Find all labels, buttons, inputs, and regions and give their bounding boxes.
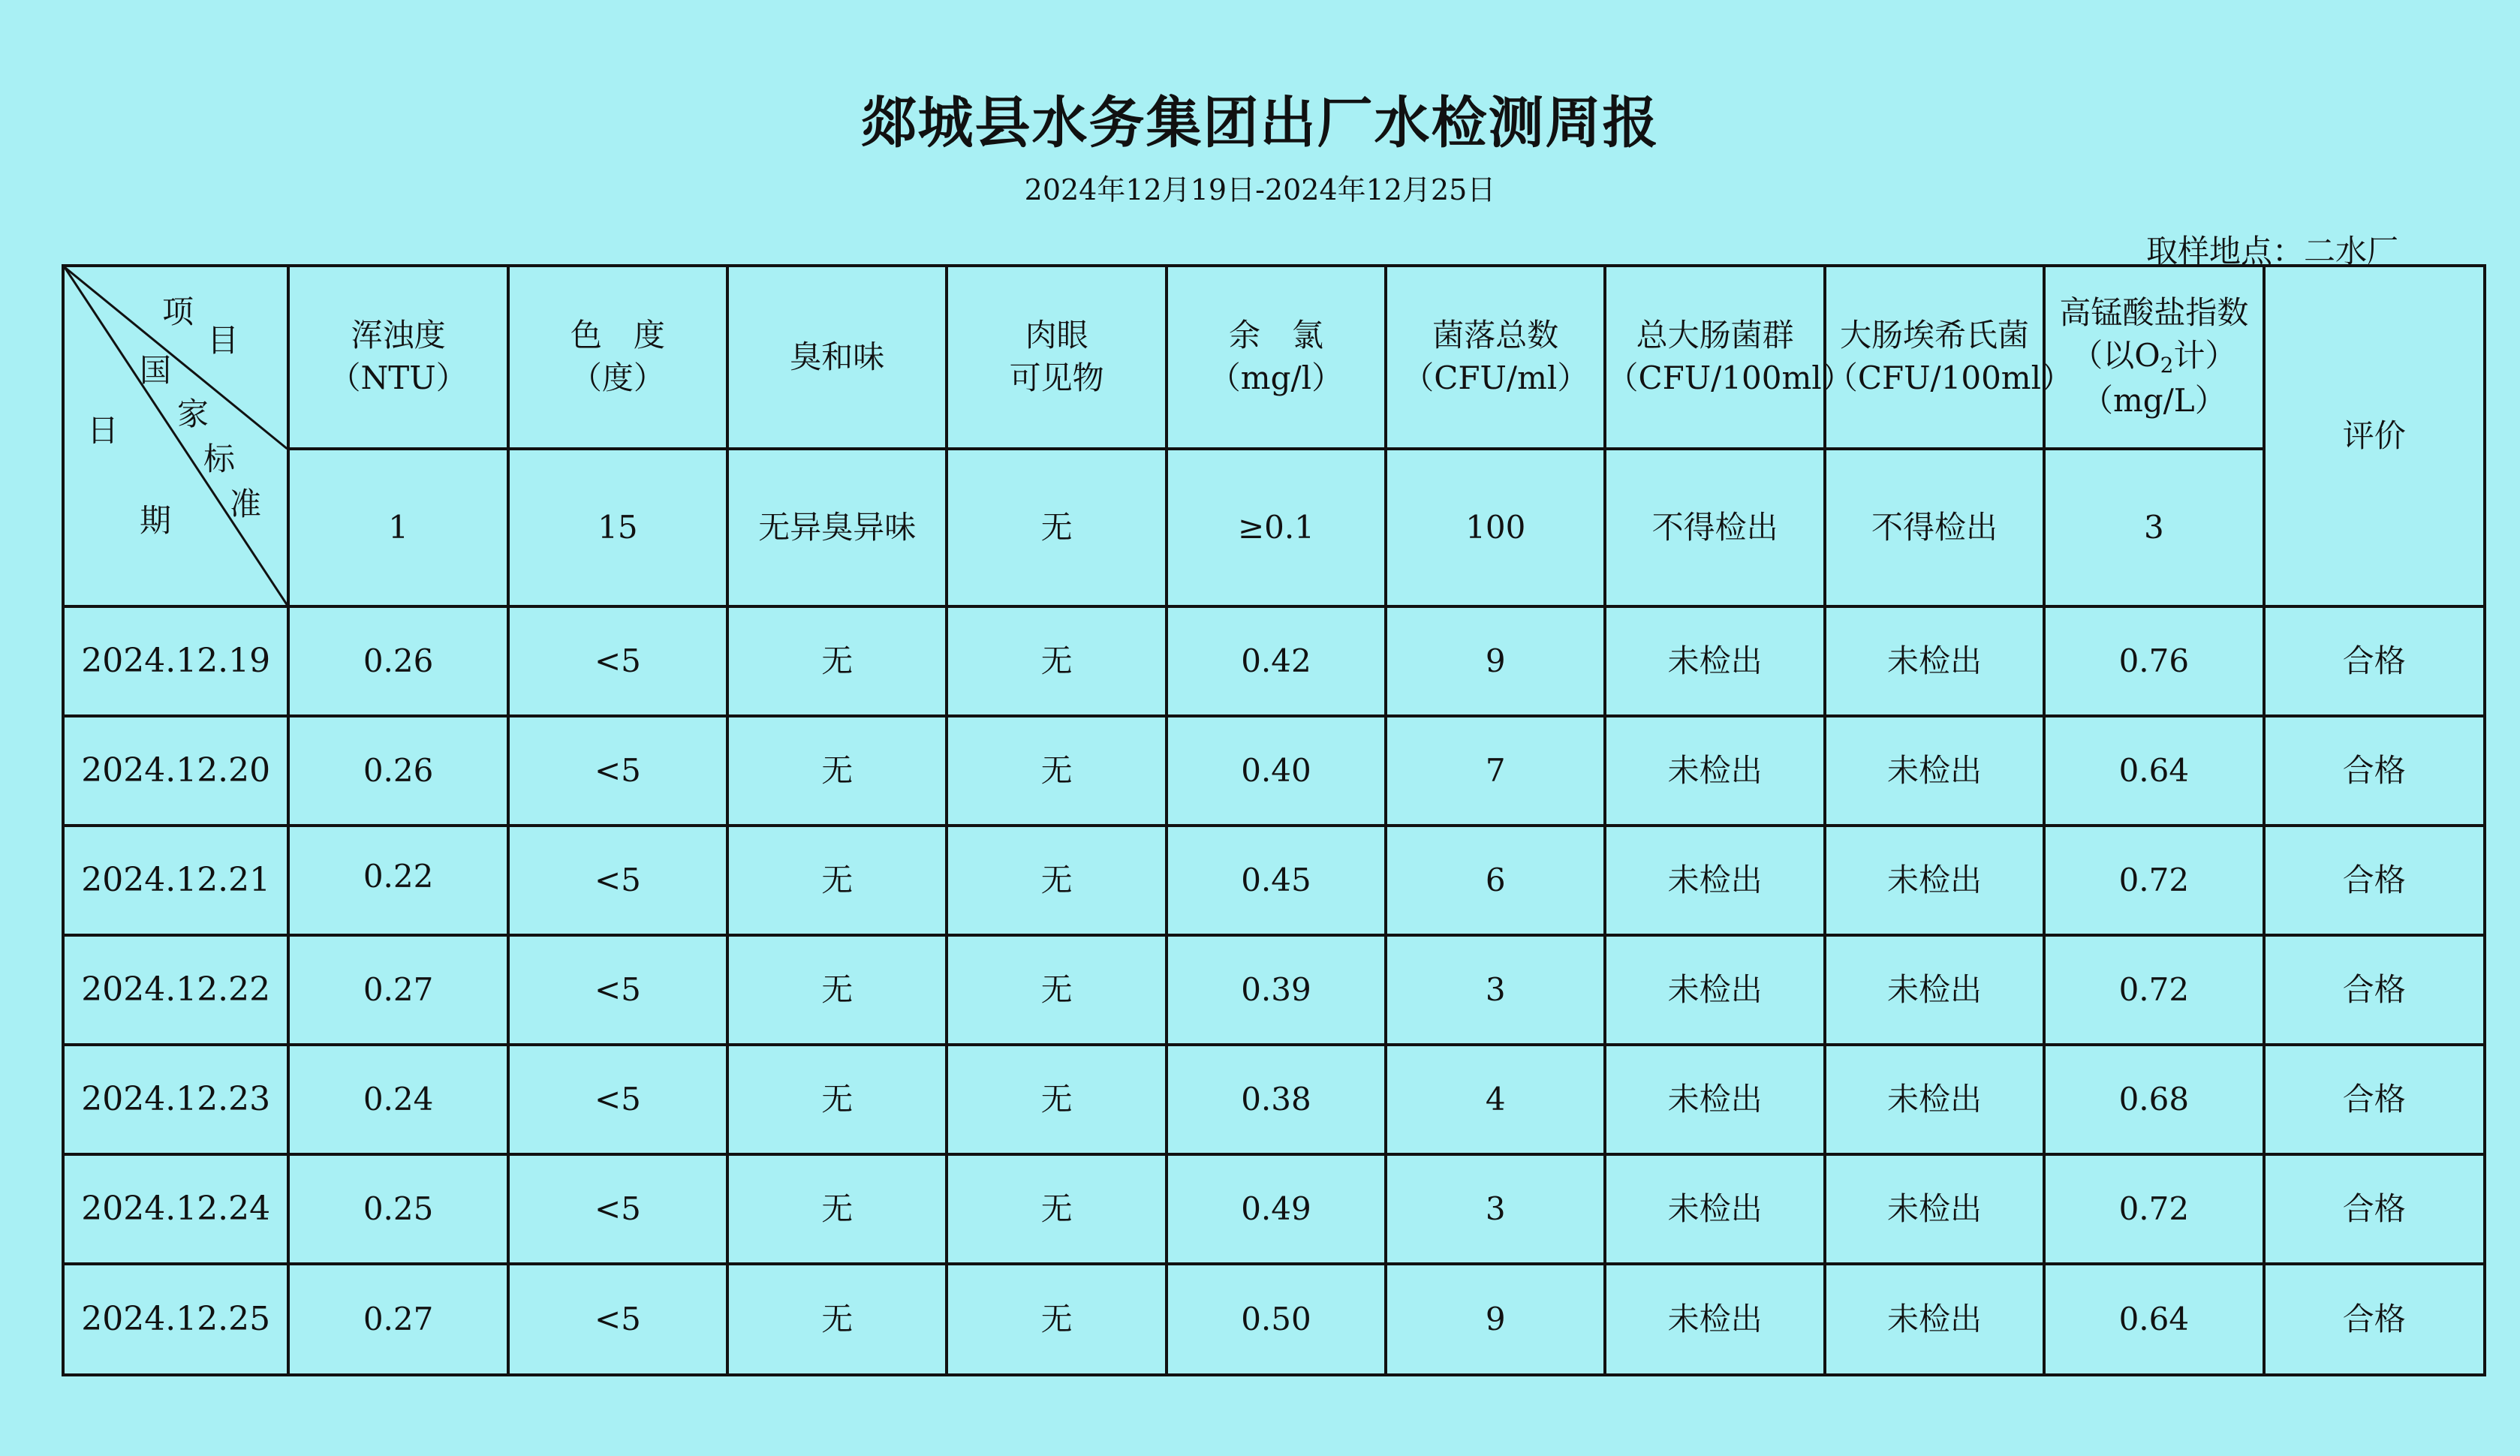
date-cell: 2024.12.21 — [63, 826, 288, 935]
eval-cell: 合格 — [2264, 1045, 2485, 1154]
odor-cell: 无 — [727, 716, 947, 826]
corner-label: 目 — [207, 322, 239, 359]
location-value: 二水厂 — [2303, 233, 2398, 269]
visible-cell: 无 — [947, 606, 1166, 716]
column-header-eval: 评价 — [2264, 266, 2485, 606]
color-cell: <5 — [508, 1045, 727, 1154]
standard-value: ≥0.1 — [1167, 449, 1386, 606]
color-cell: <5 — [508, 716, 727, 826]
odor-cell: 无 — [727, 1264, 947, 1375]
table-row — [63, 1154, 2485, 1264]
turbidity-cell: 0.26 — [288, 606, 507, 716]
column-header-cod: 高锰酸盐指数 （以O2计） （mg/L） — [2044, 266, 2263, 449]
coliform-cell: 未检出 — [1605, 606, 1824, 716]
cod-cell: 0.72 — [2044, 935, 2263, 1045]
coliform-cell: 未检出 — [1605, 935, 1824, 1045]
standard-value: 不得检出 — [1605, 449, 1824, 606]
ecoli-cell: 未检出 — [1825, 1264, 2044, 1375]
table-row — [63, 606, 2485, 716]
cod-cell: 0.72 — [2044, 1154, 2263, 1264]
table-row — [63, 935, 2485, 1045]
coliform-cell: 未检出 — [1605, 1045, 1824, 1154]
colony-cell: 9 — [1386, 1264, 1605, 1375]
standard-value: 1 — [288, 449, 507, 606]
coliform-cell: 未检出 — [1605, 716, 1824, 826]
column-header-turbidity: 浑浊度 （NTU） — [288, 266, 507, 449]
odor-cell: 无 — [727, 1045, 947, 1154]
turbidity-cell: 0.27 — [288, 935, 507, 1045]
cod-cell: 0.76 — [2044, 606, 2263, 716]
cod-cell: 0.72 — [2044, 826, 2263, 935]
column-header-color: 色 度 （度） — [508, 266, 727, 449]
cod-cell: 0.64 — [2044, 716, 2263, 826]
color-cell: <5 — [508, 606, 727, 716]
cod-cell: 0.64 — [2044, 1264, 2263, 1375]
chlorine-cell: 0.39 — [1167, 935, 1386, 1045]
ecoli-cell: 未检出 — [1825, 826, 2044, 935]
odor-cell: 无 — [727, 935, 947, 1045]
coliform-cell: 未检出 — [1605, 826, 1824, 935]
date-cell: 2024.12.25 — [63, 1264, 288, 1375]
standard-value: 100 — [1386, 449, 1605, 606]
chlorine-cell: 0.45 — [1167, 826, 1386, 935]
colony-cell: 9 — [1386, 606, 1605, 716]
visible-cell: 无 — [947, 935, 1166, 1045]
visible-cell: 无 — [947, 1045, 1166, 1154]
ecoli-cell: 未检出 — [1825, 606, 2044, 716]
colony-cell: 4 — [1386, 1045, 1605, 1154]
corner-label: 标 — [203, 441, 236, 477]
color-cell: <5 — [508, 1264, 727, 1375]
colony-cell: 7 — [1386, 716, 1605, 826]
coliform-cell: 未检出 — [1605, 1154, 1824, 1264]
color-cell: <5 — [508, 1154, 727, 1264]
corner-label: 日 — [87, 412, 119, 449]
turbidity-cell: 0.25 — [288, 1154, 507, 1264]
column-header-chlorine: 余 氯 （mg/l） — [1167, 266, 1386, 449]
standard-value: 无异臭异味 — [727, 449, 947, 606]
table-row — [63, 1264, 2485, 1375]
standard-value: 无 — [947, 449, 1166, 606]
odor-cell: 无 — [727, 606, 947, 716]
turbidity-cell: 0.22 — [288, 826, 507, 935]
colony-cell: 6 — [1386, 826, 1605, 935]
odor-cell: 无 — [727, 826, 947, 935]
ecoli-cell: 未检出 — [1825, 716, 2044, 826]
ecoli-cell: 未检出 — [1825, 1045, 2044, 1154]
date-cell: 2024.12.23 — [63, 1045, 288, 1154]
color-cell: <5 — [508, 935, 727, 1045]
corner-cell — [63, 266, 288, 606]
water-quality-table — [62, 264, 2486, 1376]
color-cell: <5 — [508, 826, 727, 935]
corner-label: 项 — [162, 293, 194, 330]
colony-cell: 3 — [1386, 935, 1605, 1045]
chlorine-cell: 0.49 — [1167, 1154, 1386, 1264]
visible-cell: 无 — [947, 1154, 1166, 1264]
eval-cell: 合格 — [2264, 606, 2485, 716]
eval-cell: 合格 — [2264, 1264, 2485, 1375]
report-title: 郯城县水务集团出厂水检测周报 — [860, 91, 1660, 155]
column-header-colony: 菌落总数 （CFU/ml） — [1386, 266, 1605, 449]
table-row — [63, 826, 2485, 935]
column-header-visible: 肉眼 可见物 — [947, 266, 1166, 449]
visible-cell: 无 — [947, 1264, 1166, 1375]
chlorine-cell: 0.38 — [1167, 1045, 1386, 1154]
ecoli-cell: 未检出 — [1825, 1154, 2044, 1264]
corner-label: 期 — [140, 502, 172, 539]
corner-label: 国 — [140, 352, 172, 389]
date-cell: 2024.12.20 — [63, 716, 288, 826]
date-cell: 2024.12.19 — [63, 606, 288, 716]
chlorine-cell: 0.42 — [1167, 606, 1386, 716]
turbidity-cell: 0.27 — [288, 1264, 507, 1375]
turbidity-cell: 0.26 — [288, 716, 507, 826]
standard-row — [63, 449, 2485, 606]
standard-value: 3 — [2044, 449, 2263, 606]
corner-label: 准 — [230, 486, 262, 522]
eval-cell: 合格 — [2264, 716, 2485, 826]
standard-value: 15 — [508, 449, 727, 606]
coliform-cell: 未检出 — [1605, 1264, 1824, 1375]
ecoli-cell: 未检出 — [1825, 935, 2044, 1045]
standard-value: 不得检出 — [1825, 449, 2044, 606]
location-label: 取样地点： — [2145, 233, 2304, 269]
date-cell: 2024.12.22 — [63, 935, 288, 1045]
date-range: 2024年12月19日-2024年12月25日 — [1024, 173, 1496, 206]
visible-cell: 无 — [947, 716, 1166, 826]
colony-cell: 3 — [1386, 1154, 1605, 1264]
corner-label: 家 — [177, 396, 209, 432]
chlorine-cell: 0.40 — [1167, 716, 1386, 826]
cod-cell: 0.68 — [2044, 1045, 2263, 1154]
table-row — [63, 716, 2485, 826]
date-cell: 2024.12.24 — [63, 1154, 288, 1264]
header-row — [63, 266, 2485, 449]
table-row — [63, 1045, 2485, 1154]
column-header-coliform: 总大肠菌群 （CFU/100ml） — [1605, 266, 1824, 449]
column-header-odor: 臭和味 — [727, 266, 947, 449]
eval-cell: 合格 — [2264, 1154, 2485, 1264]
visible-cell: 无 — [947, 826, 1166, 935]
eval-cell: 合格 — [2264, 826, 2485, 935]
turbidity-cell: 0.24 — [288, 1045, 507, 1154]
odor-cell: 无 — [727, 1154, 947, 1264]
chlorine-cell: 0.50 — [1167, 1264, 1386, 1375]
column-header-ecoli: 大肠埃希氏菌 （CFU/100ml） — [1825, 266, 2044, 449]
eval-cell: 合格 — [2264, 935, 2485, 1045]
